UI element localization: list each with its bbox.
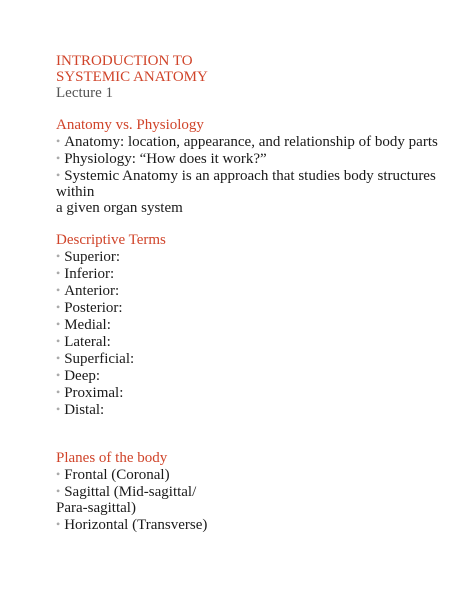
bullet-icon: •: [56, 385, 61, 399]
bullet-icon: •: [56, 300, 61, 314]
section-heading-descriptive-terms: Descriptive Terms: [56, 232, 166, 248]
list-item-text: Inferior:: [64, 266, 115, 282]
bullet-icon: •: [56, 467, 61, 481]
bullet-icon: •: [56, 168, 61, 182]
list-item-text: Deep:: [64, 368, 101, 384]
list-item: [56, 483, 466, 500]
bullet-icon: •: [56, 151, 61, 165]
list-item: [56, 316, 466, 333]
list-item: [56, 350, 466, 367]
list-item-text: Lateral:: [64, 334, 111, 350]
list-item: [56, 367, 466, 384]
document-page: [56, 53, 466, 533]
list-item-text: Sagittal (Mid-sagittal/: [64, 484, 197, 500]
bullet-icon: •: [56, 402, 61, 416]
list-item: [56, 167, 466, 184]
list-item: [56, 333, 466, 350]
list-item-text: Anterior:: [64, 283, 120, 299]
list-item-continuation: a given organ system: [56, 200, 183, 216]
list-item-text: Medial:: [64, 317, 111, 333]
list-item-text: Posterior:: [64, 300, 123, 316]
bullet-icon: •: [56, 134, 61, 148]
list-item-text: Superior:: [64, 249, 121, 265]
section-heading-anatomy-vs-physiology: Anatomy vs. Physiology: [56, 117, 204, 133]
list-item-text: Proximal:: [64, 385, 124, 401]
list-item-text: Horizontal (Transverse): [64, 517, 208, 533]
bullet-icon: •: [56, 351, 61, 365]
list-item-continuation: Para-sagittal): [56, 500, 136, 516]
list-item: [56, 384, 466, 401]
list-item-continuation: within: [56, 184, 95, 200]
section-heading-planes-of-the-body: Planes of the body: [56, 450, 168, 466]
bullet-icon: •: [56, 266, 61, 280]
list-item: [56, 299, 466, 316]
list-item-text: Superficial:: [64, 351, 135, 367]
list-item: [56, 150, 466, 167]
bullet-icon: •: [56, 517, 61, 531]
list-item-text: Physiology: “How does it work?”: [64, 151, 267, 167]
lecture-label: Lecture 1: [56, 85, 114, 101]
bullet-icon: •: [56, 484, 61, 498]
bullet-icon: •: [56, 368, 61, 382]
document-title-line-2: SYSTEMIC ANATOMY: [56, 69, 208, 85]
list-item: [56, 133, 466, 150]
list-item-text: Distal:: [64, 402, 105, 418]
document-title-line-1: INTRODUCTION TO: [56, 53, 193, 69]
list-item: [56, 248, 466, 265]
list-item: [56, 516, 466, 533]
list-item-text: Systemic Anatomy is an approach that studies body structures: [64, 168, 436, 184]
list-item: [56, 265, 466, 282]
bullet-icon: •: [56, 283, 61, 297]
list-item-text: Frontal (Coronal): [64, 467, 170, 483]
list-item: [56, 282, 466, 299]
list-item: [56, 401, 466, 418]
list-item: [56, 466, 466, 483]
bullet-icon: •: [56, 249, 61, 263]
list-item-text: Anatomy: location, appearance, and relationship of body parts: [64, 134, 438, 150]
bullet-icon: •: [56, 317, 61, 331]
bullet-icon: •: [56, 334, 61, 348]
